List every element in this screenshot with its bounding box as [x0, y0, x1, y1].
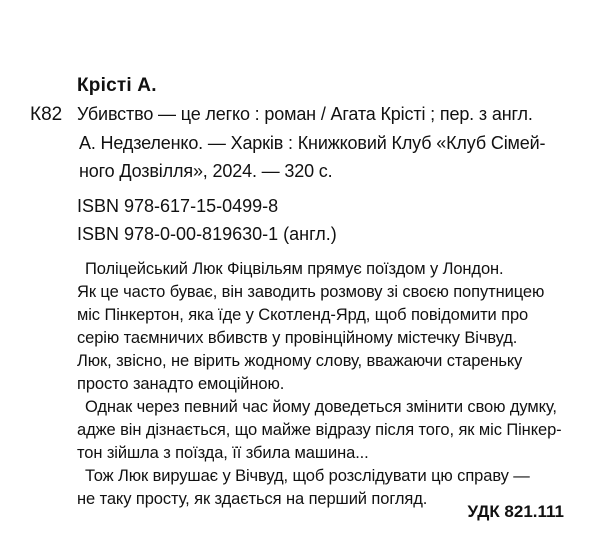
annotation-line: не таку просту, як здається на перший погляд.	[77, 490, 428, 508]
annotation-line: Поліцейський Люк Фіцвільям прямує поїздом у Лондон.	[85, 260, 504, 278]
annotation-line: Як це часто буває, він заводить розмову зі своєю попутницею	[77, 283, 545, 301]
annotation-line: Однак через певний час йому доведеться змінити свою думку,	[85, 398, 557, 416]
bibliographic-line: А. Недзеленко. — Харків : Книжковий Клуб «Клуб Сімей-	[79, 133, 546, 153]
isbn-line: ISBN 978-617-15-0499-8	[77, 196, 279, 216]
annotation-line: Тож Люк вирушає у Вічвуд, щоб розслідувати цю справу —	[85, 467, 530, 485]
annotation-line: серію таємничих вбивств у провінційному містечку Вічвуд.	[77, 329, 518, 347]
annotation-line: Люк, звісно, не вірить жодному слову, вважаючи старенькy	[77, 352, 523, 370]
annotation-line: просто занадто емоційною.	[77, 375, 285, 393]
bibliographic-line: ного Дозвілля», 2024. — 320 с.	[79, 161, 333, 181]
annotation-line: міс Пінкертон, яка їде у Скотленд-Ярд, щоб повідомити про	[77, 306, 529, 324]
bibliographic-line: Убивство — це легко : роман / Агата Крісті ; пер. з англ.	[77, 104, 533, 124]
udk-code: УДК 821.111	[467, 502, 564, 521]
annotation-line: адже він дізнається, що майже відразу після того, як міс Пінкер-	[77, 421, 562, 439]
isbn-line: ISBN 978-0-00-819630-1 (англ.)	[77, 224, 337, 244]
annotation-line: тон зійшла з поїзда, її збила машина...	[77, 444, 369, 462]
classification-code: К82	[30, 104, 63, 125]
author-heading: Крісті А.	[77, 75, 157, 96]
